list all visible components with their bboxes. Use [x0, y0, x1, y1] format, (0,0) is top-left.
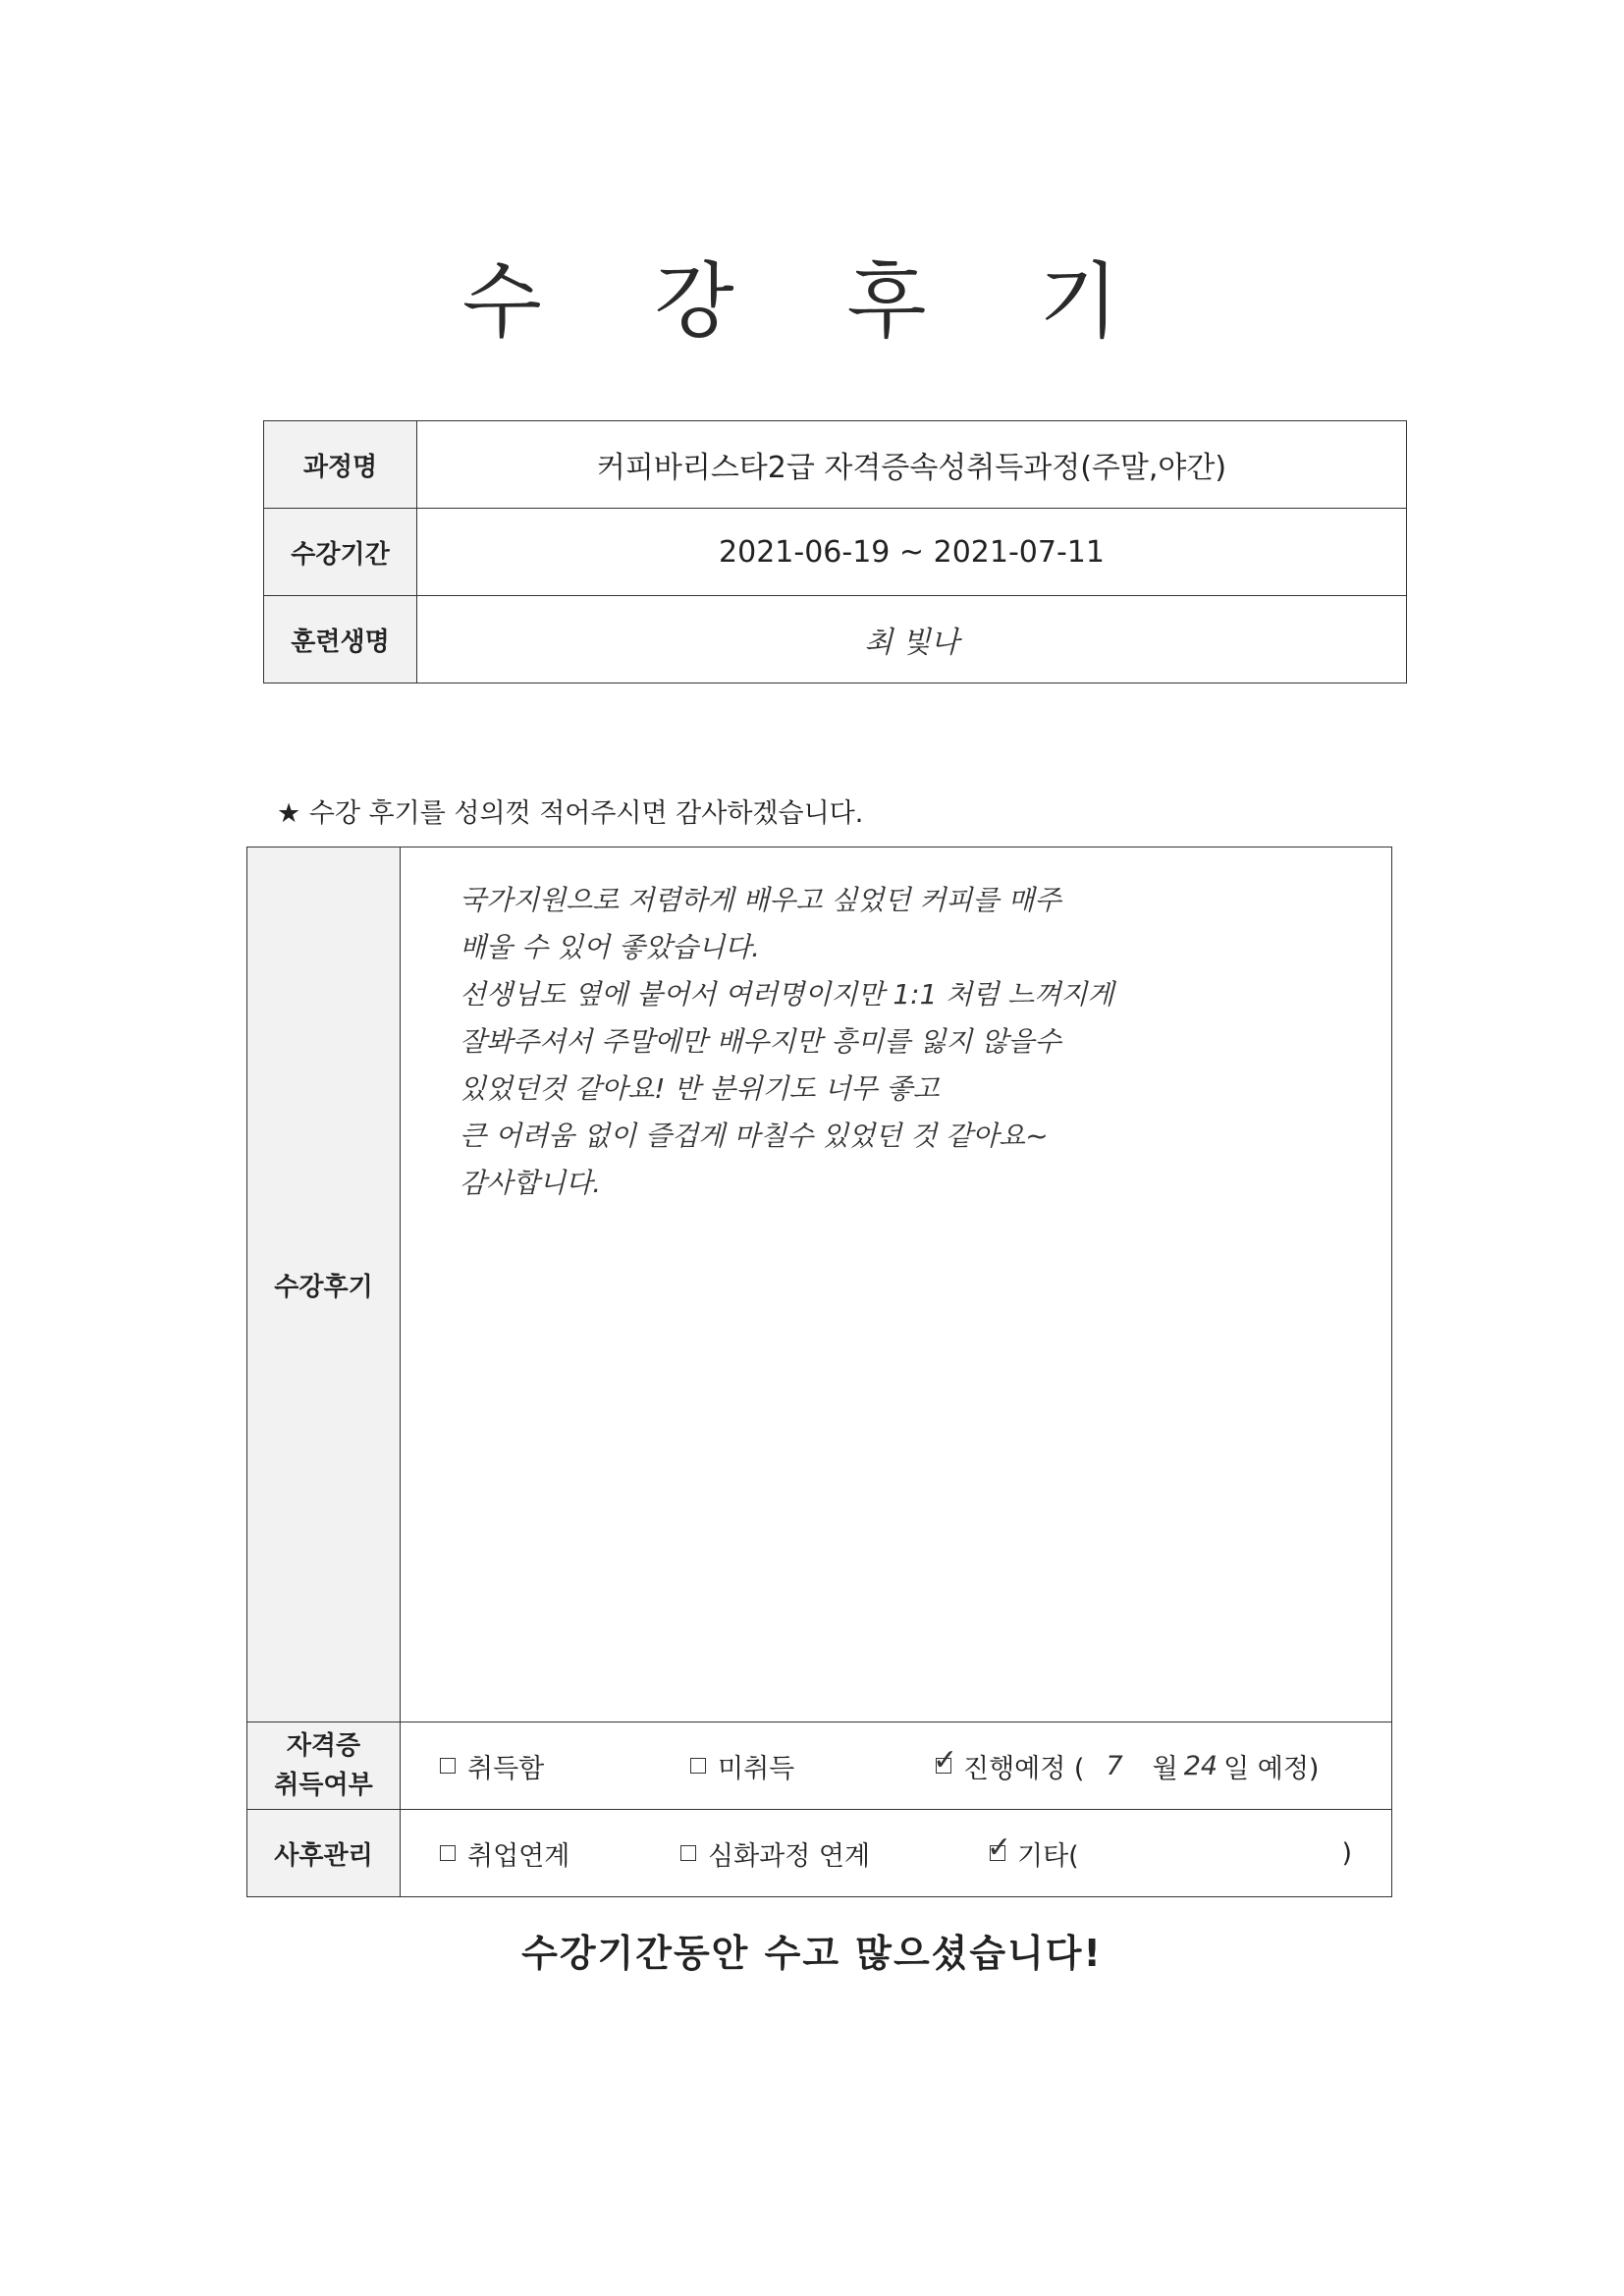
checkbox-icon[interactable]: [690, 1758, 706, 1774]
checkbox-icon[interactable]: [680, 1845, 696, 1861]
cert-option-acquired[interactable]: [440, 1747, 690, 1785]
cert-option-in-progress[interactable]: [933, 1743, 1320, 1785]
review-line: 감사합니다.: [460, 1167, 602, 1199]
aftercare-option-other[interactable]: [987, 1831, 1391, 1873]
cert-option-acquired-label: 취득함: [467, 1753, 545, 1784]
closing-message: 수강기간동안 수고 많으셨습니다!: [521, 1932, 1103, 1975]
cert-option-not-acquired[interactable]: [690, 1747, 936, 1785]
aftercare-other-close: ): [1341, 1837, 1352, 1869]
checked-checkbox-icon[interactable]: [933, 1743, 958, 1777]
cert-month-unit: 월: [1152, 1753, 1178, 1784]
cert-day-unit: 일 예정): [1223, 1753, 1320, 1784]
aftercare-row: [247, 1810, 1392, 1897]
checkbox-icon[interactable]: [440, 1845, 456, 1861]
course-info-table: [263, 420, 1407, 683]
trainee-label: 훈련생명: [264, 596, 417, 683]
aftercare-option-advanced-label: 심화과정 연계: [708, 1840, 871, 1872]
aftercare-option-advanced[interactable]: [680, 1834, 990, 1873]
notice-text: ★ 수강 후기를 성의껏 적어주시면 감사하겠습니다.: [277, 798, 864, 829]
trainee-row: [264, 596, 1407, 683]
cert-day-value: 24: [1183, 1750, 1218, 1781]
review-line: 있었던것 같아요! 반 분위기도 너무 좋고: [460, 1072, 940, 1105]
certification-label-line1: 자격증: [286, 1731, 361, 1761]
aftercare-label: 사후관리: [247, 1810, 401, 1897]
review-line: 잘봐주셔서 주말에만 배우지만 흥미를 잃지 않을수: [460, 1025, 1061, 1058]
trainee-value: 최 빛나: [417, 596, 1407, 683]
certification-options: [401, 1722, 1392, 1810]
period-value: 2021-06-19 ~ 2021-07-11: [417, 509, 1407, 596]
cert-option-not-acquired-label: 미취득: [718, 1753, 795, 1784]
aftercare-option-employment-label: 취업연계: [467, 1840, 570, 1872]
certification-label: [247, 1722, 401, 1810]
review-row: [247, 847, 1392, 1722]
review-table: [246, 847, 1392, 1897]
checkbox-icon[interactable]: [440, 1758, 456, 1774]
review-line: 선생님도 옆에 붙어서 여러명이지만 1:1 처럼 느껴지게: [460, 978, 1114, 1011]
aftercare-options: [401, 1810, 1392, 1897]
period-row: [264, 509, 1407, 596]
review-text: [401, 847, 1391, 1207]
review-line: 배울 수 있어 좋았습니다.: [460, 931, 761, 963]
review-line: 국가지원으로 저렴하게 배우고 싶었던 커피를 매주: [460, 884, 1061, 916]
review-body: [401, 847, 1392, 1722]
aftercare-option-employment[interactable]: [440, 1834, 680, 1873]
certification-label-line2: 취득여부: [274, 1771, 373, 1800]
check-mark-icon: ✓: [933, 1743, 958, 1777]
course-row: [264, 421, 1407, 509]
cert-option-in-progress-label: 진행예정 (: [963, 1753, 1085, 1784]
course-label: 과정명: [264, 421, 417, 509]
document-title: 수 강 후 기: [461, 253, 1163, 350]
certification-row: [247, 1722, 1392, 1810]
check-mark-icon: ✓: [987, 1831, 1012, 1865]
cert-month-value: 7: [1106, 1750, 1123, 1781]
review-label: 수강후기: [247, 847, 401, 1722]
aftercare-option-other-label: 기타(: [1017, 1840, 1079, 1872]
course-value: 커피바리스타2급 자격증속성취득과정(주말,야간): [417, 421, 1407, 509]
period-label: 수강기간: [264, 509, 417, 596]
review-line: 큰 어려움 없이 즐겁게 마칠수 있었던 것 같아요~: [460, 1120, 1049, 1152]
checked-checkbox-icon[interactable]: [987, 1831, 1012, 1865]
